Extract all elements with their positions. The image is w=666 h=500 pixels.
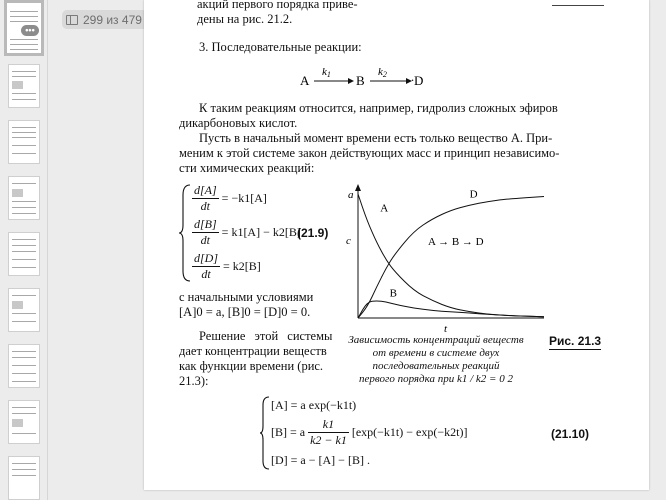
equation-number: (21.10) <box>551 427 590 441</box>
text-line: меним к этой системе закон действующих масс и принцип независимо- <box>179 146 560 160</box>
text-line: акций первого порядка приве- <box>197 0 358 11</box>
series-line-d <box>358 197 544 319</box>
y-axis-label: c <box>346 235 351 247</box>
brace-icon <box>259 395 271 471</box>
text-line: дикарбоновых кислот. <box>179 116 298 130</box>
thumbnail-page[interactable] <box>8 400 40 444</box>
reaction-scheme <box>296 62 424 92</box>
thumbnail-current-page[interactable] <box>4 0 44 56</box>
series-line-b <box>358 301 544 318</box>
page-indicator[interactable] <box>62 10 148 29</box>
figure-label: Рис. 21.3 <box>549 334 602 348</box>
thumbnail-page[interactable] <box>8 176 40 220</box>
text-line: Пусть в начальный момент времени есть только вещество А. При- <box>199 131 553 145</box>
equation-21-9: $\frac{d[A]}{dt}$ = −k1[A] $\frac{d[B]}{dt}$ = k1[A] − k2[B] $\frac{d[D]}{dt}$ = k2[B] <box>194 182 301 281</box>
brace-icon <box>178 183 192 283</box>
text-line: с начальными условиями <box>179 290 314 304</box>
more-options-button[interactable]: ••• <box>21 25 39 36</box>
document-page <box>144 0 649 490</box>
thumbnail-page[interactable] <box>8 232 40 276</box>
series-label-a: A <box>380 202 389 215</box>
svg-text:k2: k2 <box>378 66 387 79</box>
thumbnail-sidebar <box>0 0 48 500</box>
y-top-label: a <box>348 189 354 201</box>
figure-caption: Зависимость концентраций веществ от времени в системе двух последовательных реакций первого порядка при k1 / k2 = 0 2 <box>348 334 524 385</box>
scheme-tail: . <box>411 70 415 84</box>
page-indicator-text: 299 из 479 <box>83 12 142 27</box>
concentration-chart <box>344 182 549 335</box>
x-axis-label: t <box>444 323 448 335</box>
scheme-d: D <box>414 73 424 88</box>
text-line: 21.3): <box>179 374 209 388</box>
text-line: дает концентрации веществ <box>179 344 327 358</box>
series-label-b: B <box>389 287 397 300</box>
thumbnail-page[interactable] <box>8 344 40 388</box>
svg-text:k1: k1 <box>322 66 331 79</box>
series-label-d: D <box>469 188 478 201</box>
sidebar-toggle-icon <box>66 15 78 25</box>
text-line: как функции времени (рис. <box>179 359 324 373</box>
thumbnail-page[interactable] <box>8 456 40 500</box>
text-line: дены на рис. 21.2. <box>197 12 293 26</box>
text-line: К таким реакциям относится, например, гидролиз сложных эфиров <box>199 101 558 115</box>
thumbnail-page[interactable] <box>8 120 40 164</box>
equation-number: (21.9) <box>297 226 329 240</box>
text-line: Решение этой системы <box>199 329 333 343</box>
annotation: A → B → D <box>428 236 484 248</box>
header-rule <box>552 5 604 6</box>
section-heading: 3. Последовательные реакции: <box>199 40 362 54</box>
equation-21-10: [A] = a exp(−k1t) [B] = a $\frac{k1}{k2 - k1}$ [exp(−k1t) − exp(−k2t)] [D] = a − [A] − [B] . <box>271 397 468 467</box>
text-line: сти химических реакций: <box>179 161 315 175</box>
y-axis-arrow <box>355 184 361 191</box>
thumbnail-page[interactable] <box>8 64 40 108</box>
thumbnail-page[interactable] <box>8 288 40 332</box>
scheme-b: B <box>356 73 365 88</box>
scheme-a: A <box>300 73 310 88</box>
text-line: [A]0 = a, [B]0 = [D]0 = 0. <box>179 305 311 319</box>
